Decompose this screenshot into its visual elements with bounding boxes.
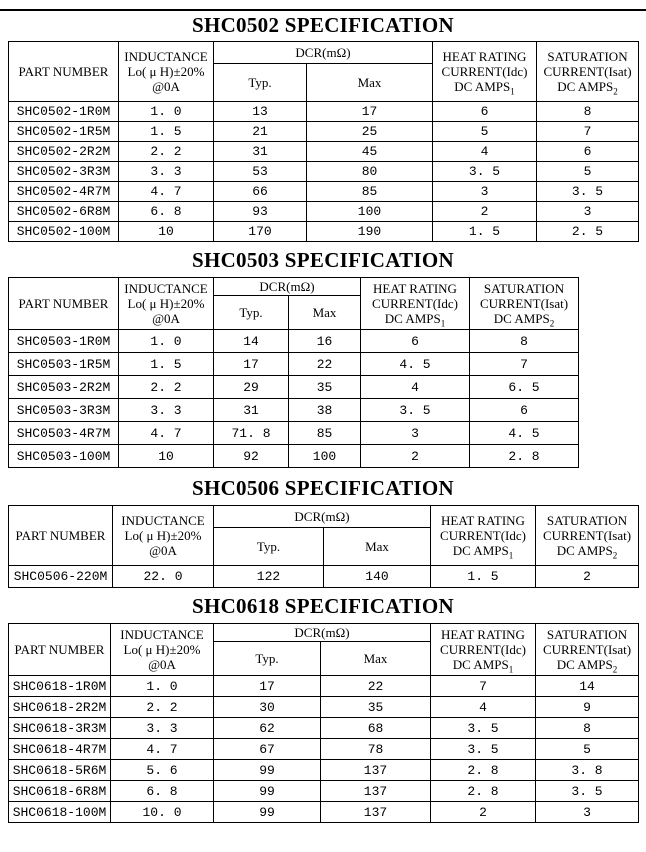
value-cell: 45 bbox=[307, 142, 433, 162]
value-cell: 22. 0 bbox=[113, 566, 214, 588]
part-number-cell: SHC0503-1R5M bbox=[9, 353, 119, 376]
part-number-cell: SHC0502-4R7M bbox=[9, 182, 119, 202]
table-row bbox=[9, 102, 639, 122]
heat-rating-label-line2: CURRENT(Idc) bbox=[440, 528, 526, 543]
col-header-dcr: DCR(mΩ) bbox=[214, 42, 433, 64]
col-header-dcr: DCR(mΩ) bbox=[214, 506, 431, 528]
value-cell: 1. 0 bbox=[119, 102, 214, 122]
value-cell: 30 bbox=[214, 697, 321, 718]
value-cell: 6 bbox=[433, 102, 537, 122]
inductance-label-line3: @0A bbox=[149, 543, 177, 558]
value-cell: 67 bbox=[214, 739, 321, 760]
value-cell: 2 bbox=[433, 202, 537, 222]
value-cell: 80 bbox=[307, 162, 433, 182]
value-cell: 1. 0 bbox=[119, 330, 214, 353]
inductance-label-line1: INDUCTANCE bbox=[120, 627, 204, 642]
col-header-typ: Typ. bbox=[214, 64, 307, 102]
col-header-typ: Typ. bbox=[214, 528, 324, 566]
value-cell: 22 bbox=[289, 353, 361, 376]
value-cell: 3. 5 bbox=[433, 162, 537, 182]
part-number-cell: SHC0618-6R8M bbox=[9, 781, 111, 802]
value-cell: 17 bbox=[214, 676, 321, 697]
table-row bbox=[9, 122, 639, 142]
table-row bbox=[9, 760, 639, 781]
table-row bbox=[9, 142, 639, 162]
value-cell: 17 bbox=[214, 353, 289, 376]
part-number-cell: SHC0618-4R7M bbox=[9, 739, 111, 760]
value-cell: 62 bbox=[214, 718, 321, 739]
col-header-part-number: PART NUMBER bbox=[9, 624, 111, 676]
col-header-part-number: PART NUMBER bbox=[9, 42, 119, 102]
inductance-label-line3: @0A bbox=[152, 79, 180, 94]
saturation-subscript: 2 bbox=[549, 318, 555, 329]
col-header-saturation bbox=[536, 506, 639, 566]
col-header-inductance bbox=[113, 506, 214, 566]
col-header-saturation bbox=[537, 42, 639, 102]
value-cell: 3. 5 bbox=[431, 718, 536, 739]
value-cell: 35 bbox=[289, 376, 361, 399]
section-title-shc0502: SHC0502 SPECIFICATION bbox=[191, 13, 455, 37]
col-header-heat-rating bbox=[361, 278, 470, 330]
col-header-part-number: PART NUMBER bbox=[9, 278, 119, 330]
value-cell: 6 bbox=[361, 330, 470, 353]
value-cell: 2. 8 bbox=[431, 760, 536, 781]
value-cell: 5. 6 bbox=[111, 760, 214, 781]
inductance-label-line1: INDUCTANCE bbox=[124, 49, 208, 64]
col-header-typ: Typ. bbox=[214, 296, 289, 330]
col-header-max: Max bbox=[307, 64, 433, 102]
value-cell: 3. 5 bbox=[537, 182, 639, 202]
value-cell: 7 bbox=[537, 122, 639, 142]
value-cell: 7 bbox=[431, 676, 536, 697]
part-number-cell: SHC0618-1R0M bbox=[9, 676, 111, 697]
value-cell: 2. 8 bbox=[470, 445, 579, 468]
value-cell: 3. 3 bbox=[119, 399, 214, 422]
value-cell: 2. 2 bbox=[119, 376, 214, 399]
col-header-max: Max bbox=[324, 528, 431, 566]
value-cell: 10 bbox=[119, 445, 214, 468]
value-cell: 14 bbox=[214, 330, 289, 353]
value-cell: 78 bbox=[321, 739, 431, 760]
spec-table-shc0618 bbox=[8, 623, 639, 823]
value-cell: 100 bbox=[289, 445, 361, 468]
value-cell: 1. 0 bbox=[111, 676, 214, 697]
inductance-label-line1: INDUCTANCE bbox=[121, 513, 205, 528]
value-cell: 3. 5 bbox=[431, 739, 536, 760]
value-cell: 38 bbox=[289, 399, 361, 422]
value-cell: 2. 2 bbox=[119, 142, 214, 162]
table-row bbox=[9, 739, 639, 760]
value-cell: 99 bbox=[214, 781, 321, 802]
table-row bbox=[9, 422, 579, 445]
table-row bbox=[9, 182, 639, 202]
value-cell: 3. 8 bbox=[536, 760, 639, 781]
value-cell: 4 bbox=[361, 376, 470, 399]
value-cell: 2. 5 bbox=[537, 222, 639, 242]
value-cell: 2 bbox=[536, 566, 639, 588]
value-cell: 2 bbox=[361, 445, 470, 468]
value-cell: 190 bbox=[307, 222, 433, 242]
value-cell: 99 bbox=[214, 802, 321, 823]
inductance-label-line2: Lo( μ H)±20% bbox=[124, 528, 202, 543]
table-row bbox=[9, 162, 639, 182]
spec-table-shc0503 bbox=[8, 277, 579, 468]
value-cell: 2 bbox=[431, 802, 536, 823]
part-number-cell: SHC0618-3R3M bbox=[9, 718, 111, 739]
section-title-shc0506: SHC0506 SPECIFICATION bbox=[191, 476, 455, 500]
part-number-cell: SHC0502-2R2M bbox=[9, 142, 119, 162]
table-row bbox=[9, 697, 639, 718]
value-cell: 4. 5 bbox=[361, 353, 470, 376]
part-number-cell: SHC0502-1R0M bbox=[9, 102, 119, 122]
saturation-label-line2: CURRENT(Isat) bbox=[542, 642, 632, 657]
value-cell: 3. 5 bbox=[536, 781, 639, 802]
value-cell: 3. 3 bbox=[111, 718, 214, 739]
value-cell: 31 bbox=[214, 399, 289, 422]
value-cell: 5 bbox=[537, 162, 639, 182]
inductance-label-line2: Lo( μ H)±20% bbox=[127, 296, 205, 311]
heat-rating-subscript: 1 bbox=[508, 664, 514, 675]
value-cell: 6. 8 bbox=[111, 781, 214, 802]
saturation-label-line2: CURRENT(Isat) bbox=[543, 64, 632, 79]
section-title-shc0618: SHC0618 SPECIFICATION bbox=[191, 594, 455, 618]
col-header-max: Max bbox=[321, 642, 431, 676]
value-cell: 122 bbox=[214, 566, 324, 588]
heat-rating-subscript: 1 bbox=[508, 550, 514, 561]
value-cell: 10 bbox=[119, 222, 214, 242]
value-cell: 5 bbox=[536, 739, 639, 760]
saturation-label-line3: DC $AMPS_2$ bbox=[556, 657, 618, 675]
saturation-label-line1: SATURATION bbox=[546, 627, 628, 642]
value-cell: 4 bbox=[433, 142, 537, 162]
saturation-label-line1: SATURATION bbox=[483, 281, 565, 296]
value-cell: 3. 3 bbox=[119, 162, 214, 182]
value-cell: 99 bbox=[214, 760, 321, 781]
value-cell: 2. 2 bbox=[111, 697, 214, 718]
col-header-inductance bbox=[111, 624, 214, 676]
part-number-cell: SHC0503-2R2M bbox=[9, 376, 119, 399]
value-cell: 66 bbox=[214, 182, 307, 202]
value-cell: 3 bbox=[433, 182, 537, 202]
value-cell: 3 bbox=[537, 202, 639, 222]
value-cell: 140 bbox=[324, 566, 431, 588]
part-number-cell: SHC0503-1R0M bbox=[9, 330, 119, 353]
value-cell: 31 bbox=[214, 142, 307, 162]
col-header-saturation bbox=[470, 278, 579, 330]
heat-rating-label-line1: HEAT RATING bbox=[373, 281, 457, 296]
value-cell: 68 bbox=[321, 718, 431, 739]
heat-rating-subscript: 1 bbox=[440, 318, 446, 329]
value-cell: 85 bbox=[289, 422, 361, 445]
value-cell: 100 bbox=[307, 202, 433, 222]
value-cell: 25 bbox=[307, 122, 433, 142]
saturation-label-line3: DC $AMPS_2$ bbox=[557, 79, 618, 97]
heat-rating-label-line3: DC $AMPS_1$ bbox=[452, 543, 514, 561]
col-header-dcr: DCR(mΩ) bbox=[214, 278, 361, 296]
section-title-shc0503: SHC0503 SPECIFICATION bbox=[191, 248, 455, 272]
value-cell: 3 bbox=[361, 422, 470, 445]
part-number-cell: SHC0503-100M bbox=[9, 445, 119, 468]
inductance-label-line1: INDUCTANCE bbox=[124, 281, 208, 296]
heat-rating-label-line1: HEAT RATING bbox=[441, 513, 525, 528]
col-header-dcr: DCR(mΩ) bbox=[214, 624, 431, 642]
saturation-subscript: 2 bbox=[612, 664, 618, 675]
col-header-inductance bbox=[119, 278, 214, 330]
heat-rating-label-line1: HEAT RATING bbox=[442, 49, 527, 64]
heat-rating-label-line1: HEAT RATING bbox=[441, 627, 525, 642]
value-cell: 16 bbox=[289, 330, 361, 353]
value-cell: 4. 7 bbox=[111, 739, 214, 760]
table-row bbox=[9, 353, 579, 376]
value-cell: 9 bbox=[536, 697, 639, 718]
table-row bbox=[9, 399, 579, 422]
value-cell: 8 bbox=[537, 102, 639, 122]
value-cell: 93 bbox=[214, 202, 307, 222]
table-row bbox=[9, 566, 639, 588]
value-cell: 4. 5 bbox=[470, 422, 579, 445]
value-cell: 4. 7 bbox=[119, 182, 214, 202]
saturation-label-line3: DC $AMPS_2$ bbox=[493, 311, 555, 329]
value-cell: 92 bbox=[214, 445, 289, 468]
col-header-max: Max bbox=[289, 296, 361, 330]
value-cell: 3 bbox=[536, 802, 639, 823]
spec-table-shc0506 bbox=[8, 505, 639, 588]
saturation-label-line3: DC $AMPS_2$ bbox=[556, 543, 618, 561]
page-top-rule bbox=[0, 9, 646, 11]
value-cell: 6 bbox=[537, 142, 639, 162]
heat-rating-label-line2: CURRENT(Idc) bbox=[441, 64, 528, 79]
part-number-cell: SHC0502-3R3M bbox=[9, 162, 119, 182]
value-cell: 6. 5 bbox=[470, 376, 579, 399]
value-cell: 8 bbox=[536, 718, 639, 739]
value-cell: 8 bbox=[470, 330, 579, 353]
part-number-cell: SHC0618-100M bbox=[9, 802, 111, 823]
heat-rating-label-line3: DC $AMPS_1$ bbox=[384, 311, 446, 329]
table-row bbox=[9, 802, 639, 823]
part-number-cell: SHC0503-3R3M bbox=[9, 399, 119, 422]
value-cell: 14 bbox=[536, 676, 639, 697]
col-header-heat-rating bbox=[433, 42, 537, 102]
value-cell: 17 bbox=[307, 102, 433, 122]
value-cell: 5 bbox=[433, 122, 537, 142]
value-cell: 170 bbox=[214, 222, 307, 242]
part-number-cell: SHC0618-5R6M bbox=[9, 760, 111, 781]
inductance-label-line2: Lo( μ H)±20% bbox=[123, 642, 201, 657]
table-row bbox=[9, 718, 639, 739]
inductance-label-line3: @0A bbox=[152, 311, 180, 326]
heat-rating-label-line3: DC $AMPS_1$ bbox=[452, 657, 514, 675]
col-header-saturation bbox=[536, 624, 639, 676]
value-cell: 3. 5 bbox=[361, 399, 470, 422]
value-cell: 10. 0 bbox=[111, 802, 214, 823]
value-cell: 1. 5 bbox=[119, 122, 214, 142]
value-cell: 13 bbox=[214, 102, 307, 122]
part-number-cell: SHC0502-1R5M bbox=[9, 122, 119, 142]
value-cell: 29 bbox=[214, 376, 289, 399]
value-cell: 1. 5 bbox=[119, 353, 214, 376]
value-cell: 22 bbox=[321, 676, 431, 697]
part-number-cell: SHC0618-2R2M bbox=[9, 697, 111, 718]
saturation-subscript: 2 bbox=[613, 86, 618, 97]
col-header-part-number: PART NUMBER bbox=[9, 506, 113, 566]
value-cell: 137 bbox=[321, 802, 431, 823]
part-number-cell: SHC0506-220M bbox=[9, 566, 113, 588]
saturation-label-line1: SATURATION bbox=[546, 513, 628, 528]
inductance-label-line3: @0A bbox=[148, 657, 176, 672]
table-row bbox=[9, 376, 579, 399]
value-cell: 85 bbox=[307, 182, 433, 202]
table-row bbox=[9, 222, 639, 242]
col-header-typ: Typ. bbox=[214, 642, 321, 676]
part-number-cell: SHC0502-100M bbox=[9, 222, 119, 242]
heat-rating-label-line2: CURRENT(Idc) bbox=[440, 642, 526, 657]
part-number-cell: SHC0503-4R7M bbox=[9, 422, 119, 445]
col-header-heat-rating bbox=[431, 506, 536, 566]
heat-rating-label-line2: CURRENT(Idc) bbox=[372, 296, 458, 311]
value-cell: 1. 5 bbox=[433, 222, 537, 242]
value-cell: 137 bbox=[321, 760, 431, 781]
value-cell: 35 bbox=[321, 697, 431, 718]
col-header-heat-rating bbox=[431, 624, 536, 676]
table-row bbox=[9, 202, 639, 222]
value-cell: 7 bbox=[470, 353, 579, 376]
saturation-label-line1: SATURATION bbox=[547, 49, 628, 64]
heat-rating-label-line3: DC $AMPS_1$ bbox=[454, 79, 515, 97]
table-row bbox=[9, 445, 579, 468]
value-cell: 137 bbox=[321, 781, 431, 802]
table-row bbox=[9, 330, 579, 353]
saturation-label-line2: CURRENT(Isat) bbox=[479, 296, 569, 311]
value-cell: 2. 8 bbox=[431, 781, 536, 802]
value-cell: 6. 8 bbox=[119, 202, 214, 222]
value-cell: 6 bbox=[470, 399, 579, 422]
spec-table-shc0502 bbox=[8, 41, 639, 242]
saturation-subscript: 2 bbox=[612, 550, 618, 561]
value-cell: 53 bbox=[214, 162, 307, 182]
part-number-cell: SHC0502-6R8M bbox=[9, 202, 119, 222]
col-header-inductance bbox=[119, 42, 214, 102]
heat-rating-subscript: 1 bbox=[510, 86, 515, 97]
value-cell: 4. 7 bbox=[119, 422, 214, 445]
value-cell: 1. 5 bbox=[431, 566, 536, 588]
saturation-label-line2: CURRENT(Isat) bbox=[542, 528, 632, 543]
table-row bbox=[9, 676, 639, 697]
table-row bbox=[9, 781, 639, 802]
value-cell: 71. 8 bbox=[214, 422, 289, 445]
value-cell: 21 bbox=[214, 122, 307, 142]
value-cell: 4 bbox=[431, 697, 536, 718]
inductance-label-line2: Lo( μ H)±20% bbox=[127, 64, 205, 79]
